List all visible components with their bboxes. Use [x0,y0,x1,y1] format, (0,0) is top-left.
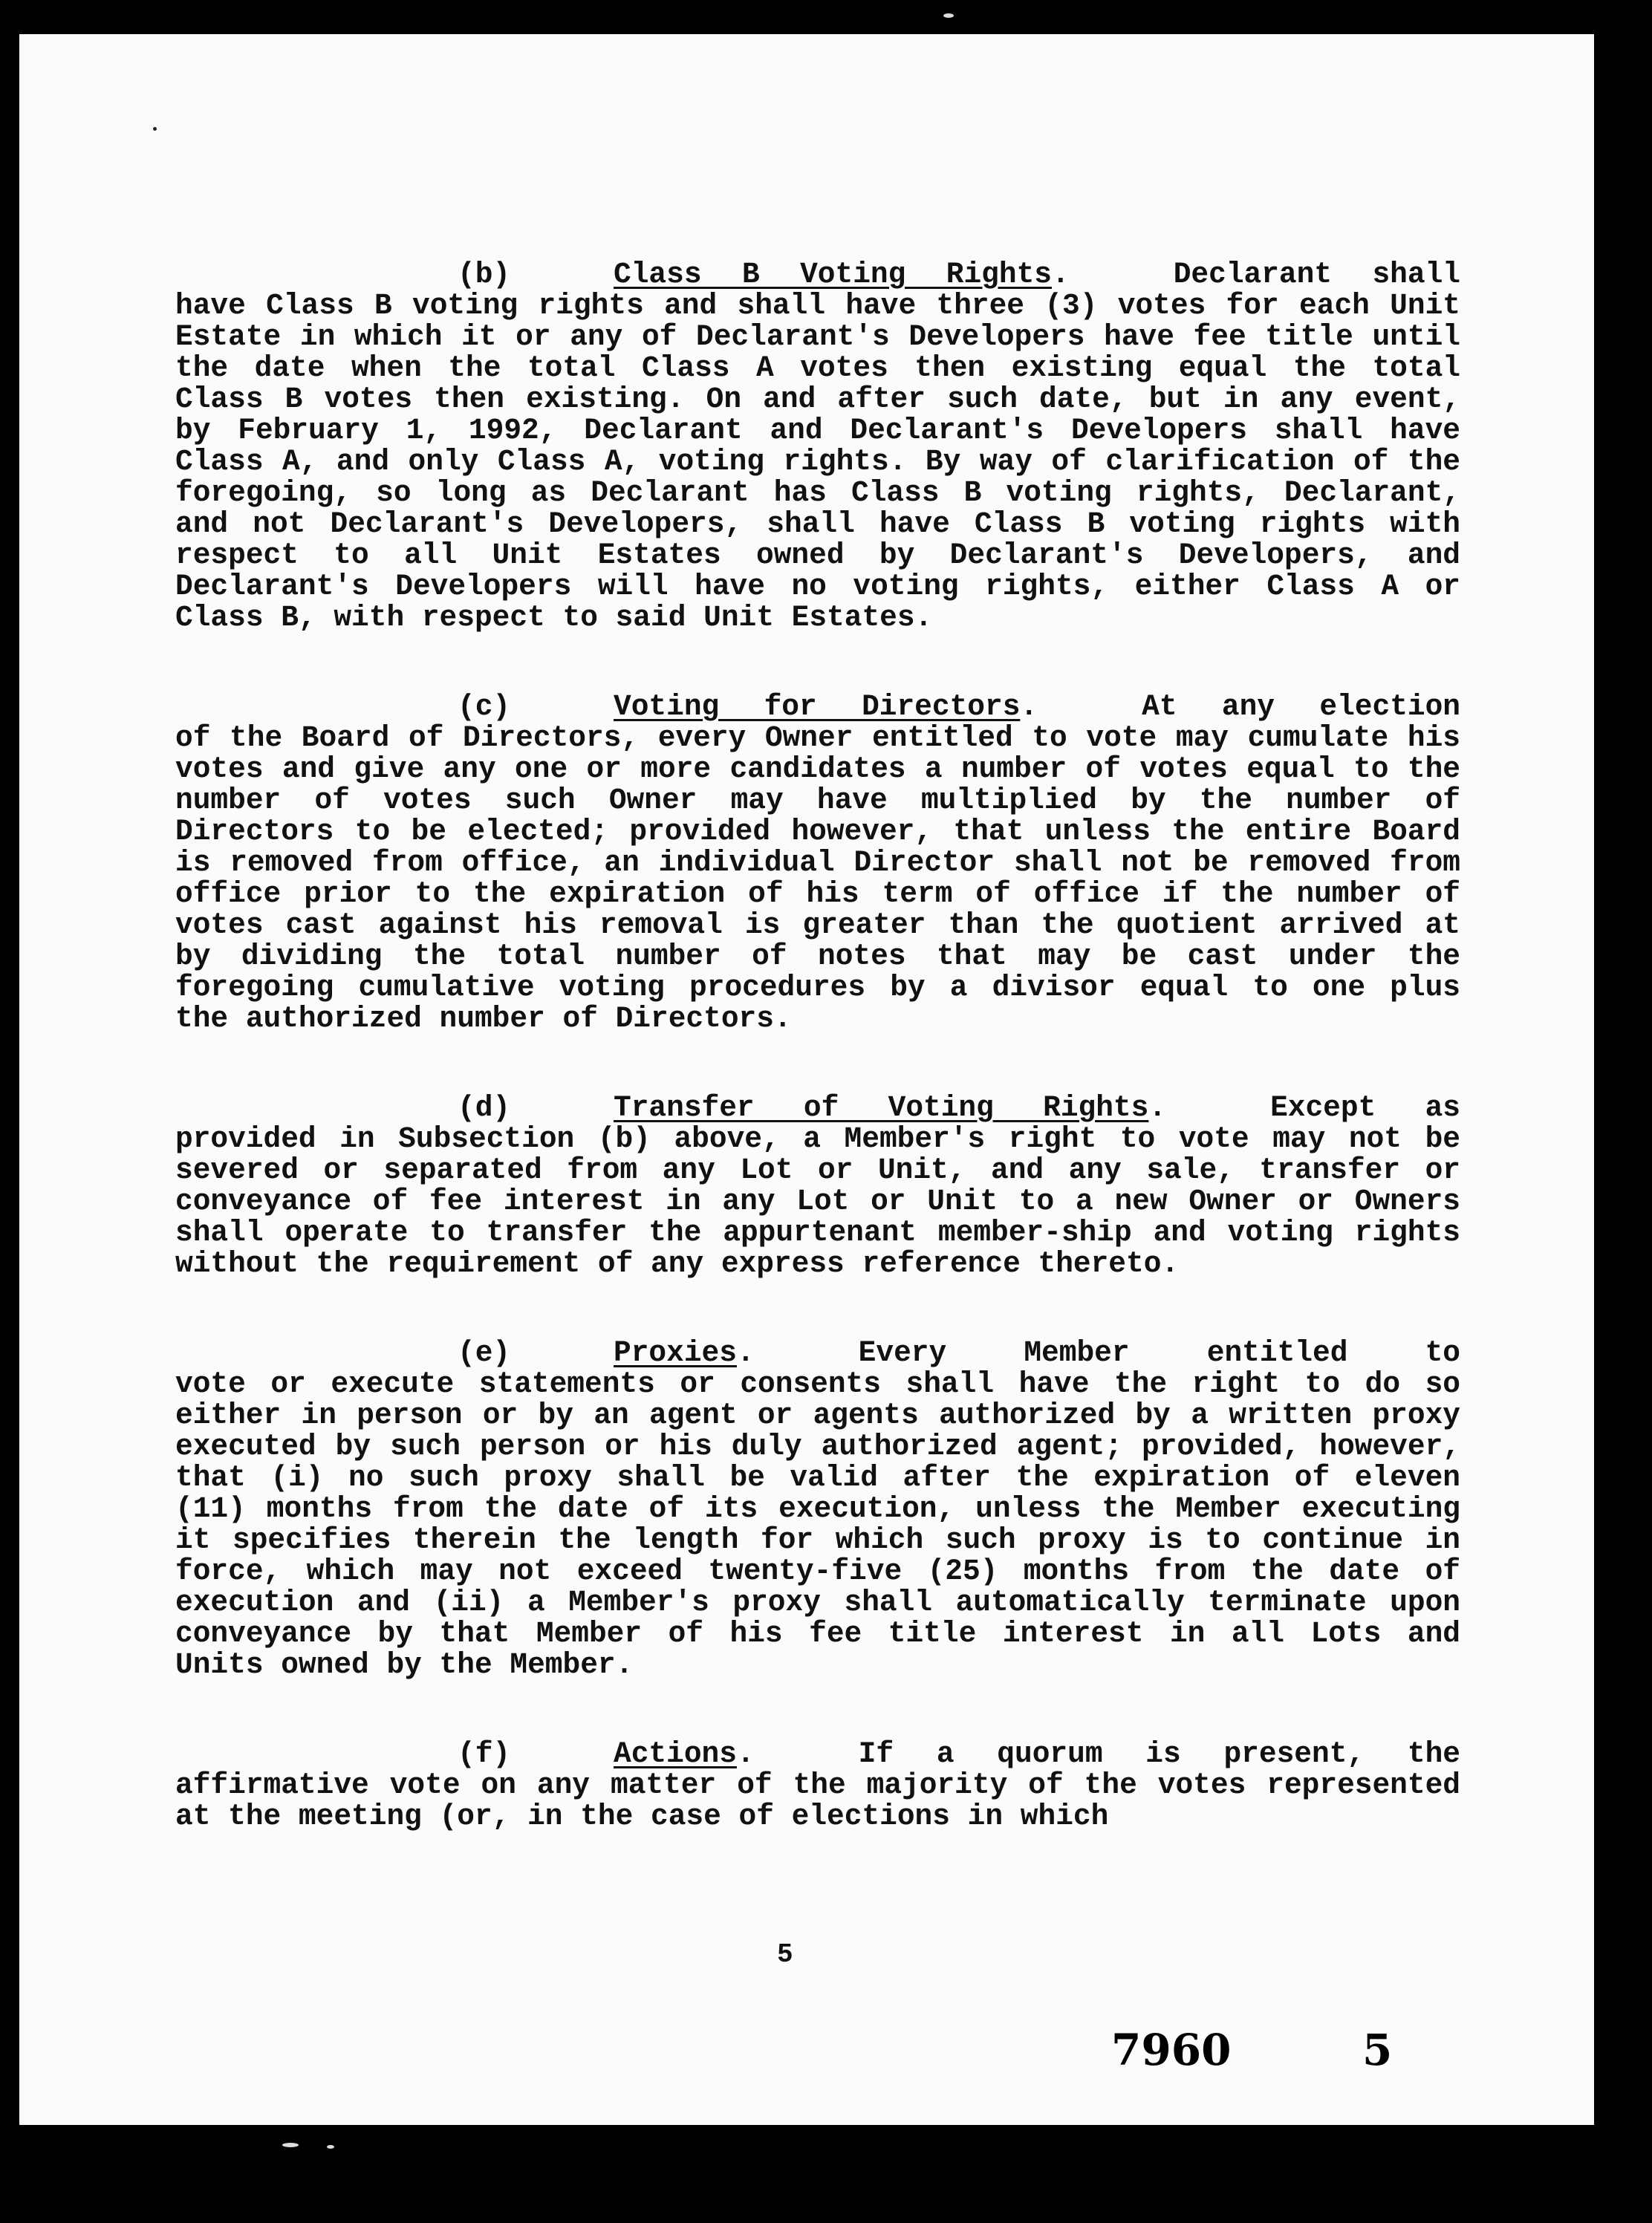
page-number-stamp: 5 [1362,2025,1393,2075]
section-title: Class B Voting Rights [614,258,1052,291]
section-f [175,1739,1460,1832]
section-d [175,1093,1460,1280]
section-label: (e) [458,1336,511,1370]
scan-speck [943,13,954,18]
section-label: (f) [458,1737,511,1771]
document-number-stamp: 7960 [1111,2025,1232,2075]
section-lead-text: If a quorum is present, the [858,1737,1460,1771]
section-heading: (d) Transfer of Voting Rights. Except as [175,1093,1460,1124]
section-label: (d) [458,1091,511,1124]
section-label: (c) [458,690,511,723]
section-e [175,1338,1460,1681]
section-lead-text: At any election [1142,690,1461,723]
section-c [175,691,1460,1035]
section-lead-text: Except as [1270,1091,1460,1124]
document-body [175,259,1460,1890]
section-label: (b) [458,258,511,291]
page-number: 5 [777,1939,793,1970]
section-body-text: vote or execute statements or consents shall have the right to do so either in person or by an agent or agents authorized by a written proxy executed by such person or his duly authorized agent; provided, however, that (i) no such proxy shall be valid after the expiration of eleven (11) months from the date of its execution, unless the Member executing it specifies therein the length for which such proxy is to continue in force, which may not exceed twenty-five (25) months from the date of execution and (ii) a Member's proxy shall automatically terminate upon conveyance by that Member of his fee title interest in all Lots and Units owned by the Member. [175,1367,1460,1682]
section-heading: (f) Actions. If a quorum is present, the [175,1739,1460,1770]
section-b [175,259,1460,634]
scan-speck [153,127,157,131]
section-body-text: provided in Subsection (b) above, a Member's right to vote may not be severed or separated from any Lot or Unit, and any sale, transfer or conveyance of fee interest in any Lot or Unit to a new Owner or Owners shall operate to transfer the appurtenant member-ship and voting rights without the requirement of any express reference thereto. [175,1122,1460,1280]
section-body-text: affirmative vote on any matter of the majority of the votes represented at the meeting (or, in the case of elections in which [175,1768,1460,1833]
section-body-text: have Class B voting rights and shall have three (3) votes for each Unit Estate in which it or any of Declarant's Developers have fee title until the date when the total Class A votes then existing equal the total Class B votes then existing. On and after such date, but in any event, by February 1, 1992, Declarant and Declarant's Developers shall have Class A, and only Class A, voting rights. By way of clarification of the foregoing, so long as Declarant has Class B voting rights, Declarant, and not Declarant's Developers, shall have Class B voting rights with respect to all Unit Estates owned by Declarant's Developers, and Declarant's Developers will have no voting rights, either Class A or Class B, with respect to said Unit Estates. [175,289,1460,634]
section-title: Voting for Directors [614,690,1021,723]
section-lead-text: Declarant shall [1173,258,1460,291]
document-page [19,34,1594,2125]
scan-speck [282,2143,299,2147]
section-heading: (c) Voting for Directors. At any election [175,691,1460,723]
scan-speck [327,2145,334,2149]
section-lead-text: Every Member entitled to [858,1336,1460,1370]
section-heading: (e) Proxies. Every Member entitled to [175,1338,1460,1369]
section-title: Actions [614,1737,737,1771]
section-body-text: of the Board of Directors, every Owner entitled to vote may cumulate his votes and give any one or more candidates a number of votes equal to the number of votes such Owner may have multiplied by the number of Directors to be elected; provided however, that unless the entire Board is removed from office, an individual Director shall not be removed from office prior to the expiration of his term of office if the number of votes cast against his removal is greater than the quotient arrived at by dividing the total number of notes that may be cast under the foregoing cumulative voting procedures by a divisor equal to one plus the authorized number of Directors. [175,721,1460,1035]
section-heading: (b) Class B Voting Rights. Declarant shall [175,259,1460,290]
section-title: Transfer of Voting Rights [614,1091,1149,1124]
section-title: Proxies [614,1336,737,1370]
